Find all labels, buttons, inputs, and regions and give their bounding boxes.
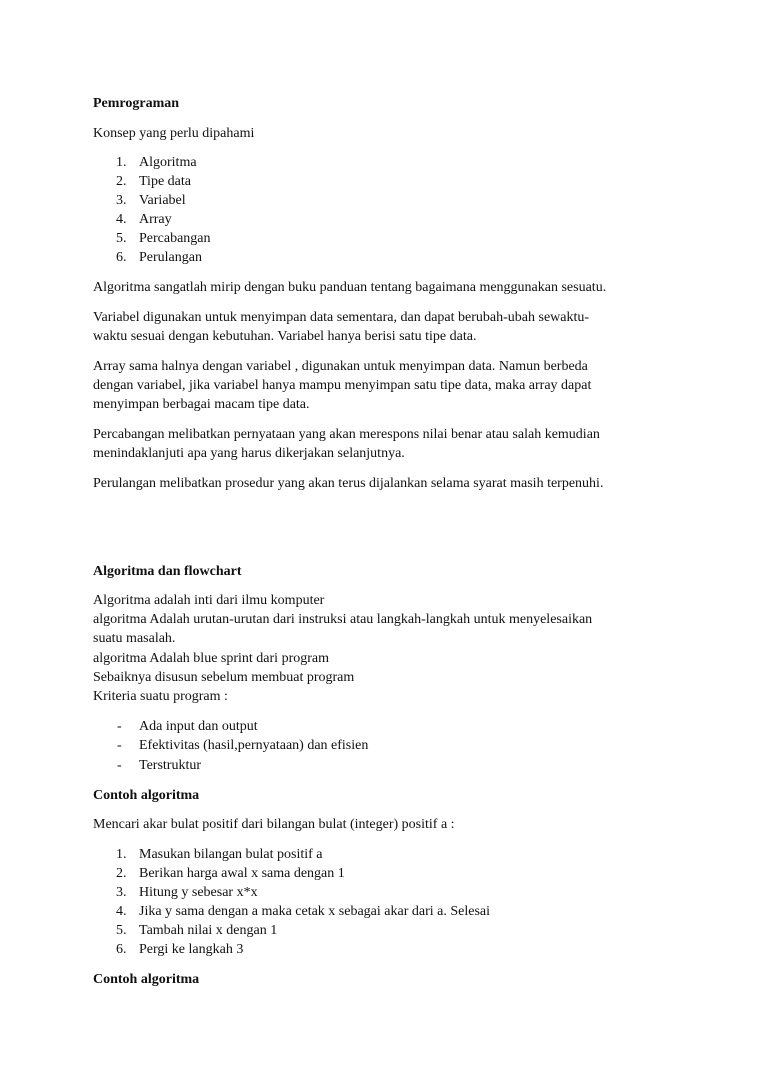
list-item: Array <box>139 212 172 227</box>
text-line: algoritma Adalah blue sprint dari program <box>93 651 329 666</box>
list-item: Tipe data <box>139 174 191 189</box>
intro-text: Konsep yang perlu dipahami <box>93 126 255 141</box>
criteria-item: Terstruktur <box>139 758 202 773</box>
paragraph-perulangan: Perulangan melibatkan prosedur yang akan terus dijalankan selama syarat masih terpenuhi. <box>93 476 604 491</box>
intro-text: Mencari akar bulat positif dari bilangan bulat (integer) positif a : <box>93 817 455 832</box>
step-item: Masukan bilangan bulat positif a <box>139 847 323 862</box>
paragraph-array-line: dengan variabel, jika variabel hanya mampu menyimpan satu tipe data, maka array dapat <box>93 378 592 393</box>
step-marker: 6. <box>116 942 127 957</box>
criteria-item: Ada input dan output <box>139 719 258 734</box>
section-heading-contoh-algoritma-2: Contoh algoritma <box>93 972 200 987</box>
section-heading-contoh-algoritma: Contoh algoritma <box>93 788 200 803</box>
paragraph-variabel-line: waktu sesuai dengan kebutuhan. Variabel hanya berisi satu tipe data. <box>93 329 477 344</box>
text-line: Algoritma adalah inti dari ilmu komputer <box>93 593 325 608</box>
list-item: Percabangan <box>139 231 211 246</box>
paragraph-array-line: menyimpan berbagai macam tipe data. <box>93 397 310 412</box>
list-marker: 3. <box>116 193 127 208</box>
list-marker: 1. <box>116 155 127 170</box>
step-item: Jika y sama dengan a maka cetak x sebagai akar dari a. Selesai <box>139 904 491 919</box>
step-item: Berikan harga awal x sama dengan 1 <box>139 866 345 881</box>
list-marker: 4. <box>116 212 127 227</box>
step-marker: 2. <box>116 866 127 881</box>
text-line: algoritma Adalah urutan-urutan dari instruksi atau langkah-langkah untuk menyelesaikan <box>93 612 593 627</box>
step-marker: 1. <box>116 847 127 862</box>
paragraph-variabel-line: Variabel digunakan untuk menyimpan data sementara, dan dapat berubah-ubah sewaktu- <box>93 310 590 325</box>
step-marker: 3. <box>116 885 127 900</box>
list-item: Algoritma <box>139 155 197 170</box>
paragraph-array-line: Array sama halnya dengan variabel , digunakan untuk menyimpan data. Namun berbeda <box>93 359 588 374</box>
list-marker: 6. <box>116 250 127 265</box>
bullet-marker: - <box>117 758 122 773</box>
step-marker: 4. <box>116 904 127 919</box>
step-item: Pergi ke langkah 3 <box>139 942 244 957</box>
bullet-marker: - <box>117 738 122 753</box>
text-line: Sebaiknya disusun sebelum membuat program <box>93 670 355 685</box>
section-heading-algoritma-flowchart: Algoritma dan flowchart <box>93 564 242 579</box>
step-item: Hitung y sebesar x*x <box>139 885 258 900</box>
paragraph-percabangan-line: Percabangan melibatkan pernyataan yang akan merespons nilai benar atau salah kemudian <box>93 427 600 442</box>
step-marker: 5. <box>116 923 127 938</box>
step-item: Tambah nilai x dengan 1 <box>139 923 278 938</box>
list-marker: 2. <box>116 174 127 189</box>
list-item: Variabel <box>139 193 186 208</box>
list-marker: 5. <box>116 231 127 246</box>
text-line: suatu masalah. <box>93 631 176 646</box>
paragraph-percabangan-line: menindaklanjuti apa yang harus dikerjakan selanjutnya. <box>93 446 405 461</box>
criteria-item: Efektivitas (hasil,pernyataan) dan efisien <box>139 738 369 753</box>
bullet-marker: - <box>117 719 122 734</box>
section-heading-pemrograman: Pemrograman <box>93 96 180 111</box>
list-item: Perulangan <box>139 250 202 265</box>
text-line: Kriteria suatu program : <box>93 689 228 704</box>
paragraph-algoritma: Algoritma sangatlah mirip dengan buku panduan tentang bagaimana menggunakan sesuatu. <box>93 280 607 295</box>
